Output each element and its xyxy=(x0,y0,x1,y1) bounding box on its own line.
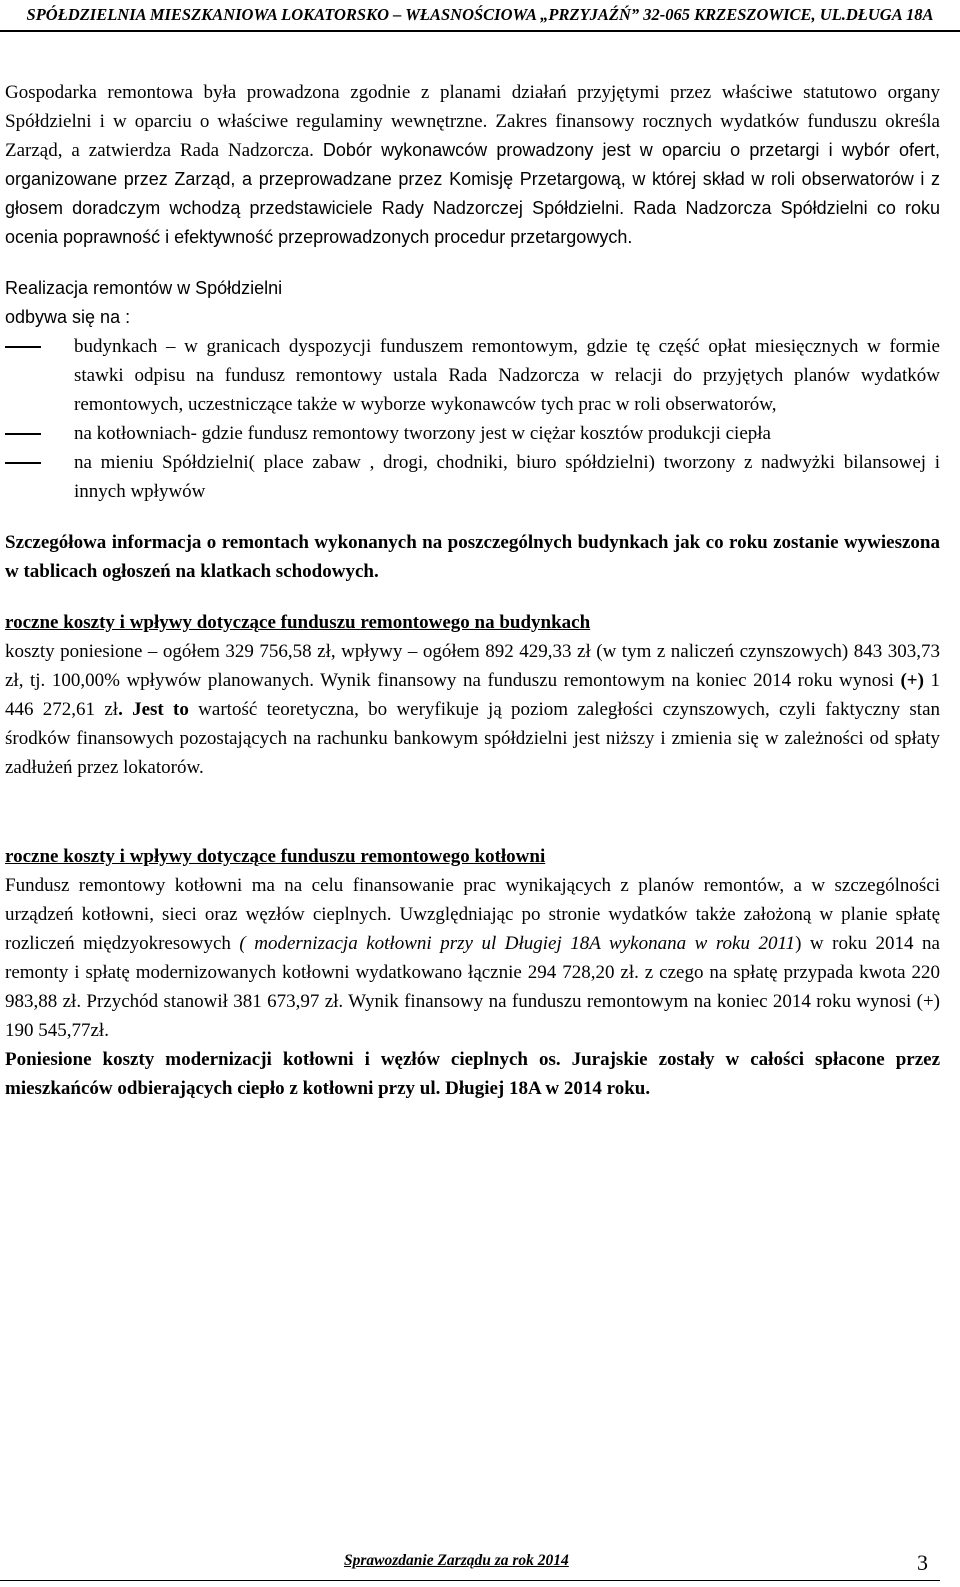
intro-paragraph xyxy=(5,78,940,252)
page-number: 3 xyxy=(917,1550,928,1575)
document-body xyxy=(5,78,940,1103)
header-title: SPÓŁDZIELNIA MIESZKANIOWA LOKATORSKO – WŁASNOŚCIOWA „PRZYJAŹŃ” 32-065 KRZESZOWICE, UL.DŁUGA 18A xyxy=(26,5,934,24)
kotlownie-heading: roczne koszty i wpływy dotyczące funduszu remontowego kotłowni xyxy=(5,846,546,867)
budynki-text-f: wartość teoretyczna, bo weryfikuje ją poziom zaległości czynszowych, czyli faktyczny stan środków finansowych pozostających na rachunku bankowym spółdzielni jest niższy i zmienia się w zależności od spłaty zadłużeń przez lokatorów. xyxy=(5,699,941,778)
footer-divider xyxy=(0,1580,940,1581)
realizacja-line2: odbywa się na : xyxy=(5,307,131,327)
budynki-result: 1 446 272,61 zł xyxy=(5,670,940,720)
kotlownie-text-italic: ( modernizacja kotłowni przy ul Długiej 18A wykonana w roku 2011 xyxy=(239,933,796,954)
intro-text-b: Dobór wykonawców prowadzony jest w oparciu o przetargi i wybór ofert, organizowane przez Zarząd, a przeprowadzane przez Komisję Przetargową, w której skład w roli obserwatorów i z głosem doradczym wchodzą przedstawiciele Rady Nadzorczej Spółdzielni. Rada Nadzorcza Spółdzielni co roku ocenia poprawność i efektywność przeprowadzonych procedur przetargowych. xyxy=(5,140,940,247)
budynki-text-d: . Jest t xyxy=(118,699,180,720)
list-item xyxy=(5,419,940,448)
list-item xyxy=(5,448,940,506)
kotlownie-text-b: ) w roku 2014 na remonty i spłatę modernizowanych kotłowni wydatkowano łącznie 294 728,20 zł. z czego na spłatę przypada kwota 220 983,88 zł. Przychód stanowił 381 673,97 zł. Wynik finansowy na funduszu remontowym na koniec 2014 roku wynosi (+) 190 545,77zł. xyxy=(5,933,940,1041)
budynki-text-e: o xyxy=(179,699,189,720)
budynki-paragraph xyxy=(5,637,940,782)
kotlownie-bold-note: Poniesione koszty modernizacji kotłowni i węzłów cieplnych os. Jurajskie zostały w całości spłacone przez mieszkańców odbierających ciepło z kotłowni przy ul. Długiej 18A w 2014 roku. xyxy=(5,1049,940,1099)
realizacja-list xyxy=(5,332,940,506)
footer-title: Sprawozdanie Zarządu za rok 2014 xyxy=(344,1552,569,1569)
list-item-text: budynkach – w granicach dyspozycji funduszem remontowym, gdzie tę część opłat miesięcznych w formie stawki odpisu na fundusz remontowy ustala Rada Nadzorcza w relacji do przyjętych planów wydatków remontowych, uczestniczące także w wyborze wykonawców tych prac w roli obserwatorów, xyxy=(74,336,940,415)
dash-bullet xyxy=(5,433,41,435)
budynki-text-a: koszty poniesione – ogółem 329 756,58 zł, wpływy – ogółem 892 429,33 zł (w tym z naliczeń czynszowych) 843 303,73 zł, tj. 100,00% wpływów planowanych. Wynik finansowy na funduszu remontowym na koniec 2014 roku wynosi xyxy=(5,641,940,691)
dash-bullet xyxy=(5,346,41,348)
list-item-text: na kotłowniach- gdzie fundusz remontowy tworzony jest w ciężar kosztów produkcji ciepła xyxy=(74,423,771,444)
budynki-heading: roczne koszty i wpływy dotyczące funduszu remontowego na budynkach xyxy=(5,612,591,633)
list-item-text: na mieniu Spółdzielni( place zabaw , drogi, chodniki, biuro spółdzielni) tworzony z nadwyżki bilansowej i innych wpływów xyxy=(74,452,940,502)
kotlownie-text-a: Fundusz remontowy kotłowni ma na celu finansowanie prac wynikających z planów remontów, a w szczególności urządzeń kotłowni, sieci oraz węzłów cieplnych. Uwzględniając po stronie wydatków także założoną w planie spłatę rozliczeń międzyokresowych xyxy=(5,875,940,954)
intro-text-a: Gospodarka remontowa była prowadzona zgodnie z planami działań przyjętymi przez właściwe statutowo organy Spółdzielni i w oparciu o właściwe regulaminy wewnętrzne. Zakres finansowy rocznych wydatków funduszu określa Zarząd, a zatwierdza Rada Nadzorcza. xyxy=(5,82,940,161)
budynki-sign: (+) xyxy=(900,670,924,691)
dash-bullet xyxy=(5,462,41,464)
page-header xyxy=(0,0,960,34)
kotlownie-paragraph xyxy=(5,871,940,1045)
list-item xyxy=(5,332,940,419)
realizacja-line1: Realizacja remontów w Spółdzielni xyxy=(5,278,283,298)
szczegolowa-notice: Szczegółowa informacja o remontach wykonanych na poszczególnych budynkach jak co roku zostanie wywieszona w tablicach ogłoszeń na klatkach schodowych. xyxy=(5,532,940,582)
header-divider xyxy=(0,30,960,32)
